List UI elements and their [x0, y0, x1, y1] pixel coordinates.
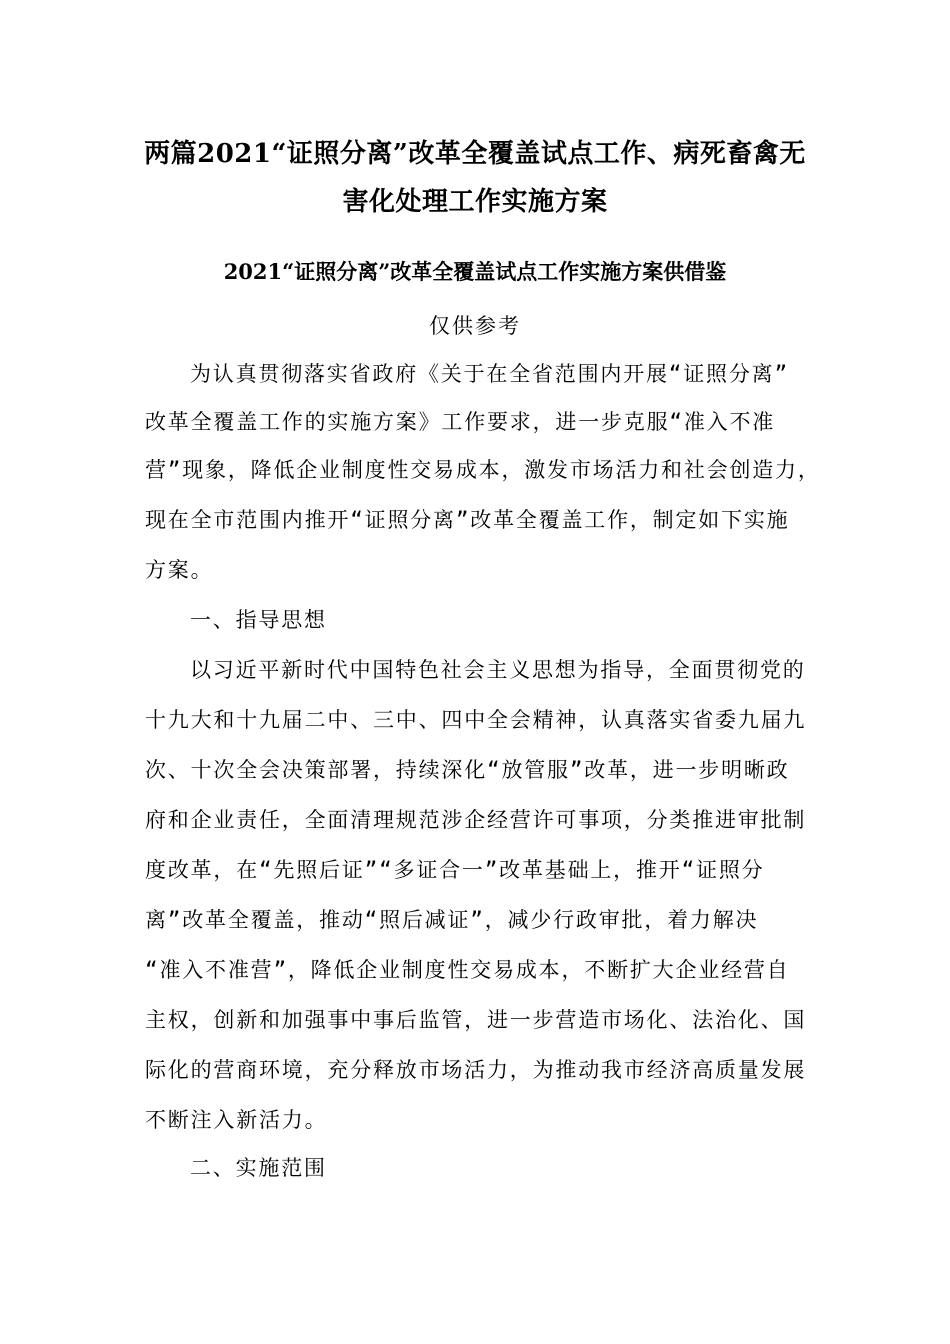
- paragraph-2-line-6: 离”改革全覆盖，推动“照后减证”，减少行政审批，着力解决: [145, 908, 759, 932]
- document-title-line-2: 害化处理工作实施方案: [342, 187, 608, 217]
- paragraph-2-line-4: 府和企业责任，全面清理规范涉企经营许可事项，分类推进审批制: [145, 808, 807, 832]
- paragraph-1-line-5: 方案。: [145, 558, 214, 582]
- document-subtitle: 2021“证照分离”改革全覆盖试点工作实施方案供借鉴: [223, 259, 727, 284]
- paragraph-2-line-9: 际化的营商环境，充分释放市场活力，为推动我市经济高质量发展: [145, 1058, 807, 1082]
- paragraph-2-line-8: 主权，创新和加强事中事后监管，进一步营造市场化、法治化、国: [145, 1008, 807, 1032]
- paragraph-2-line-2: 十九大和十九届二中、三中、四中全会精神，认真落实省委九届九: [145, 708, 807, 732]
- paragraph-2-line-10: 不断注入新活力。: [145, 1108, 328, 1132]
- document-title-line-1: 两篇2021“证照分离”改革全覆盖试点工作、病死畜禽无: [144, 139, 806, 169]
- section-heading-2: 二、实施范围: [190, 1156, 327, 1180]
- paragraph-1-line-1: 为认真贯彻落实省政府《关于在全省范围内开展“证照分离”: [190, 362, 789, 386]
- paragraph-2-line-3: 次、十次全会决策部署，持续深化“放管服”改革，进一步明晰政: [145, 758, 790, 782]
- paragraph-2-line-5: 度改革，在“先照后证”“多证合一”改革基础上，推开“证照分: [145, 858, 765, 882]
- paragraph-1-line-2: 改革全覆盖工作的实施方案》工作要求，进一步克服“准入不准: [145, 410, 776, 434]
- paragraph-1-line-4: 现在全市范围内推开“证照分离”改革全覆盖工作，制定如下实施: [145, 508, 790, 532]
- paragraph-2-line-7: “准入不准营”，降低企业制度性交易成本，不断扩大企业经营自: [145, 958, 790, 982]
- paragraph-1-line-3: 营”现象，降低企业制度性交易成本，激发市场活力和社会创造力，: [145, 458, 821, 482]
- paragraph-2-line-1: 以习近平新时代中国特色社会主义思想为指导，全面贯彻党的: [190, 658, 806, 682]
- reference-note: 仅供参考: [429, 314, 521, 338]
- section-heading-1: 一、指导思想: [190, 608, 327, 632]
